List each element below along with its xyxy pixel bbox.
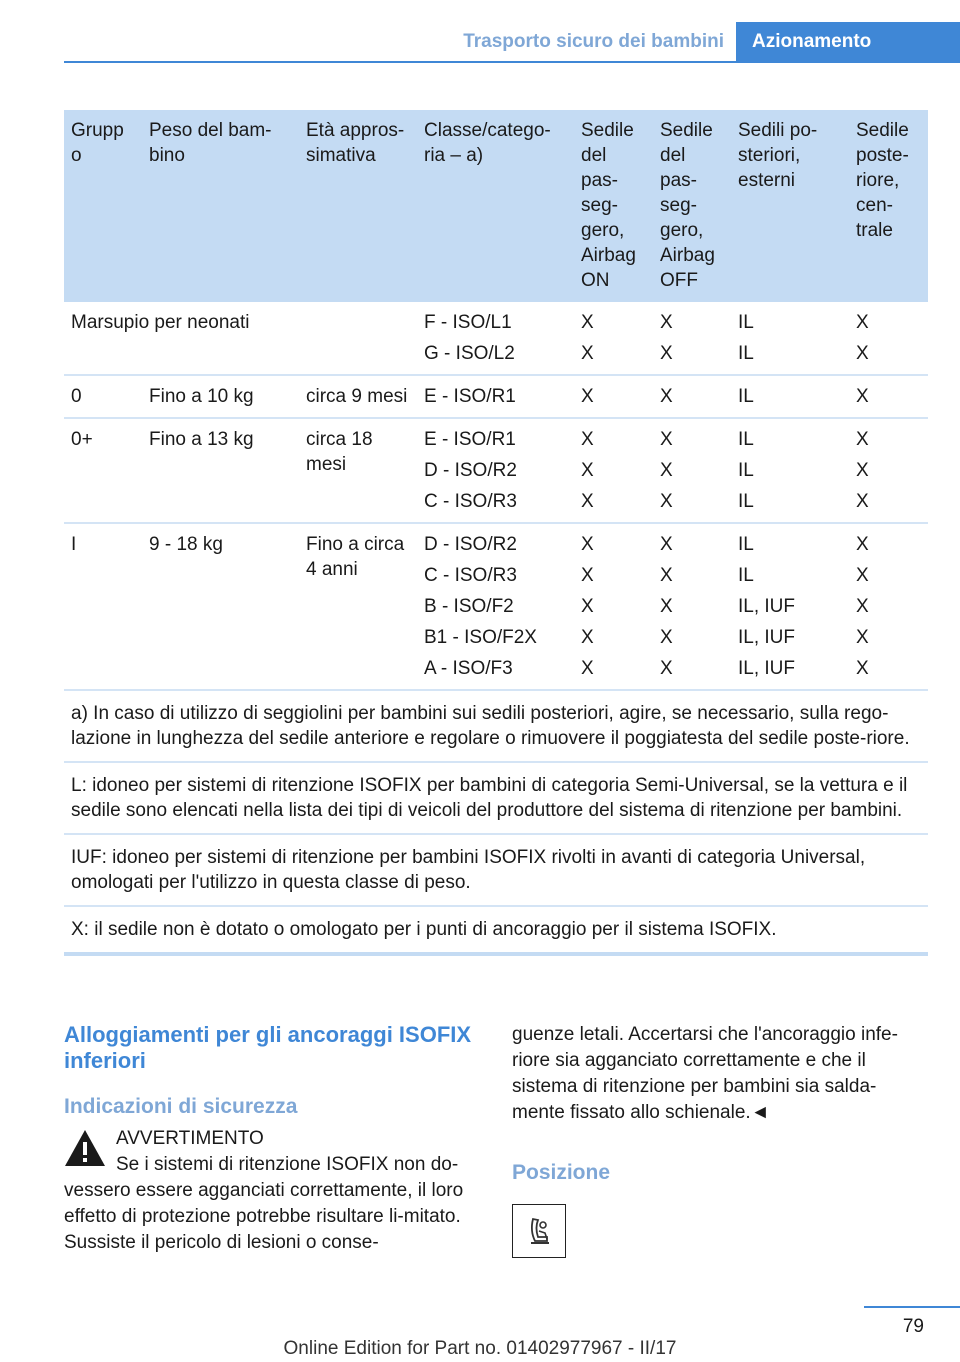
header-cell-airbag-off: Sedile del pas-seg-gero, Airbag OFF: [653, 110, 731, 302]
table-row: [64, 418, 928, 523]
header-cell-class: Classe/catego-ria – a): [417, 110, 574, 302]
cell-line: A - ISO/F3: [424, 658, 513, 679]
cell-line: D - ISO/R2: [424, 460, 517, 481]
isofix-seat-icon-graphic: [519, 1211, 559, 1251]
cell-line: C - ISO/R3: [424, 491, 517, 512]
subsection-title: Indicazioni di sicurezza: [64, 1095, 298, 1118]
cell-rear-outer: [731, 302, 849, 375]
cell-line: X: [660, 534, 673, 555]
note-footnote-a: a) In caso di utilizzo di seggiolini per bambini sui sedili posteriori, agire, se necessario, sulla rego-lazione in lunghezza del sedile anteriore e regolare o rimuovere il poggiatesta del sedile poste-riore.: [64, 690, 928, 762]
cell-line: X: [660, 429, 673, 450]
cell-line: X: [581, 658, 594, 679]
cell-line: X: [856, 658, 869, 679]
edition-footer: Online Edition for Part no. 01402977967 - II/17: [283, 1338, 677, 1359]
cell-class: [417, 418, 574, 523]
cell-line: IL: [738, 565, 754, 586]
cell-line: X: [660, 565, 673, 586]
cell-line: IL: [738, 343, 754, 364]
warning-block: [64, 1126, 476, 1256]
isofix-seat-icon: [512, 1204, 566, 1258]
cell-line: X: [581, 534, 594, 555]
cell-line: IL: [738, 534, 754, 555]
cell-line: X: [856, 343, 869, 364]
cell-airbag-off: [653, 302, 731, 375]
cell-line: IL: [738, 460, 754, 481]
cell-line: X: [660, 343, 673, 364]
cell-line: X: [856, 534, 869, 555]
cell-rear-center: [849, 375, 928, 418]
cell-line: X: [856, 491, 869, 512]
cell-line: X: [856, 460, 869, 481]
cell-line: X: [856, 565, 869, 586]
cell-line: X: [581, 596, 594, 617]
running-header-section: Trasporto sicuro dei bambini: [463, 31, 724, 52]
cell-line: X: [660, 627, 673, 648]
cell-airbag-on: [574, 375, 653, 418]
cell-rear-outer: [731, 418, 849, 523]
cell-line: B1 - ISO/F2X: [424, 627, 537, 648]
cell-age: Fino a circa 4 anni: [299, 523, 417, 690]
cell-line: D - ISO/R2: [424, 534, 517, 555]
cell-line: X: [856, 386, 869, 407]
note-iuf-definition: IUF: idoneo per sistemi di ritenzione per bambini ISOFIX rivolti in avanti di categoria Universal, omologati per l'utilizzo in questa classe di peso.: [64, 834, 928, 906]
cell-line: X: [581, 565, 594, 586]
cell-line: X: [581, 343, 594, 364]
row-carrier-label: Marsupio per neonati: [64, 302, 417, 375]
cell-line: F - ISO/L1: [424, 312, 512, 333]
cell-airbag-on: [574, 302, 653, 375]
table-row: [64, 302, 928, 375]
cell-line: X: [660, 386, 673, 407]
cell-line: X: [660, 596, 673, 617]
cell-line: X: [581, 627, 594, 648]
cell-airbag-off: [653, 418, 731, 523]
cell-rear-outer: [731, 375, 849, 418]
cell-airbag-on: [574, 523, 653, 690]
cell-group: 0: [64, 375, 142, 418]
cell-line: IL: [738, 429, 754, 450]
cell-line: X: [856, 312, 869, 333]
cell-line: X: [660, 460, 673, 481]
cell-line: E - ISO/R1: [424, 429, 516, 450]
cell-weight: 9 - 18 kg: [142, 523, 299, 690]
cell-line: IL: [738, 491, 754, 512]
page-number: 79: [902, 1316, 924, 1337]
cell-line: IL, IUF: [738, 658, 796, 679]
header-cell-airbag-on: Sedile del pas-seg-gero, Airbag ON: [574, 110, 653, 302]
isofix-table: [64, 110, 928, 956]
cell-line: C - ISO/R3: [424, 565, 517, 586]
warning-text: Se i sistemi di ritenzione ISOFIX non do-vessero essere agganciati correttamente, il loro effetto di protezione potrebbe risultare li-mitato. Sussiste il pericolo di lesioni o conse-: [64, 1154, 464, 1253]
warning-triangle-icon: [64, 1128, 106, 1168]
cell-airbag-off: [653, 375, 731, 418]
cell-line: X: [581, 491, 594, 512]
header-cell-rear-outer: Sedili po-steriori, esterni: [731, 110, 849, 302]
right-column: [512, 1022, 924, 1258]
table-note-row: [64, 762, 928, 834]
table-header-row: [64, 110, 928, 302]
left-column: [64, 1022, 476, 1256]
table-note-row: [64, 690, 928, 762]
table-note-row: [64, 834, 928, 906]
table-row: [64, 375, 928, 418]
cell-line: IL, IUF: [738, 627, 796, 648]
cell-class: [417, 375, 574, 418]
cell-line: X: [581, 460, 594, 481]
header-cell-rear-center: Sedile poste-riore, cen-trale: [849, 110, 928, 302]
note-l-definition: L: idoneo per sistemi di ritenzione ISOFIX per bambini di categoria Semi-Universal, se la vettura e il sedile sono elencati nella lista dei tipi di veicoli del produttore del sistema di ritenzione per bambini.: [64, 762, 928, 834]
cell-line: X: [660, 658, 673, 679]
cell-rear-center: [849, 523, 928, 690]
section-title: Alloggiamenti per gli ancoraggi ISOFIX inferiori: [64, 1022, 472, 1073]
cell-line: X: [660, 491, 673, 512]
header-cell-group: Grupp o: [64, 110, 142, 302]
cell-age: circa 18 mesi: [299, 418, 417, 523]
cell-airbag-on: [574, 418, 653, 523]
cell-line: X: [581, 429, 594, 450]
cell-line: B - ISO/F2: [424, 596, 514, 617]
cell-group: 0+: [64, 418, 142, 523]
cell-line: X: [856, 429, 869, 450]
cell-class: [417, 302, 574, 375]
cell-class: [417, 523, 574, 690]
cell-airbag-off: [653, 523, 731, 690]
cell-rear-center: [849, 302, 928, 375]
table-note-row: [64, 906, 928, 954]
cell-weight: Fino a 13 kg: [142, 418, 299, 523]
cell-line: X: [856, 627, 869, 648]
header-cell-age: Età appros-simativa: [299, 110, 417, 302]
header-cell-weight: Peso del bam-bino: [142, 110, 299, 302]
cell-line: X: [660, 312, 673, 333]
page-number-rule: [864, 1306, 960, 1308]
cell-rear-outer: [731, 523, 849, 690]
cell-line: IL: [738, 386, 754, 407]
cell-age: circa 9 mesi: [299, 375, 417, 418]
cell-line: X: [581, 386, 594, 407]
note-x-definition: X: il sedile non è dotato o omologato per i punti di ancoraggio per il sistema ISOFIX.: [64, 906, 928, 954]
position-title: Posizione: [512, 1161, 611, 1184]
cell-rear-center: [849, 418, 928, 523]
running-header-chapter: Azionamento: [736, 22, 960, 62]
cell-line: IL: [738, 312, 754, 333]
cell-line: X: [856, 596, 869, 617]
header-rule: [64, 61, 960, 63]
warning-text-continued: guenze letali. Accertarsi che l'ancoraggio infe-riore sia agganciato correttamente e che il sistema di ritenzione per bambini sia salda-mente fissato allo schienale.◄: [512, 1024, 898, 1123]
cell-weight: Fino a 10 kg: [142, 375, 299, 418]
cell-line: IL, IUF: [738, 596, 796, 617]
table-row: [64, 523, 928, 690]
cell-line: G - ISO/L2: [424, 343, 515, 364]
warning-label: AVVERTIMENTO: [116, 1128, 264, 1149]
cell-group: I: [64, 523, 142, 690]
cell-line: E - ISO/R1: [424, 386, 516, 407]
cell-line: X: [581, 312, 594, 333]
